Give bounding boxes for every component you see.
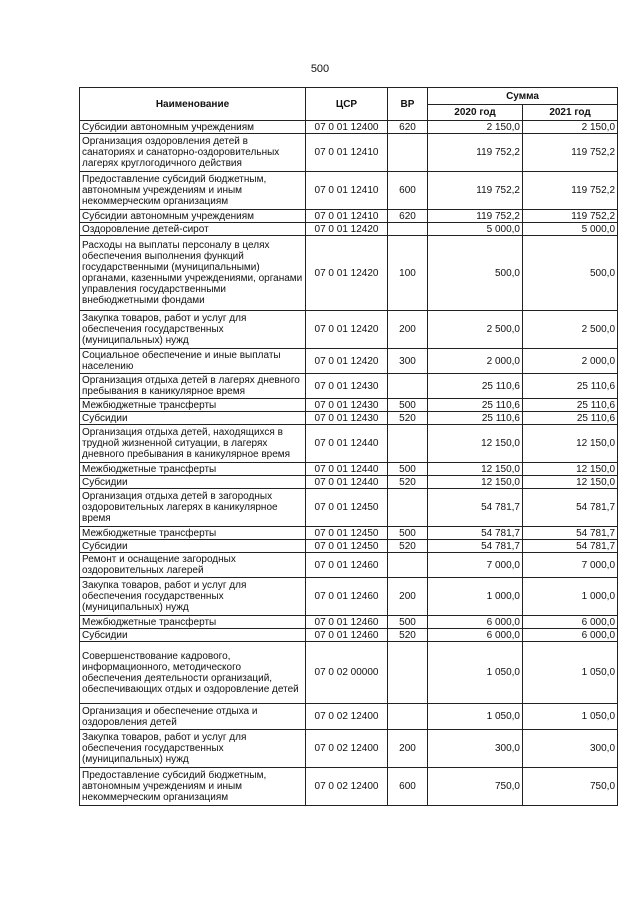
row-vr-cell: 620 [388,121,428,134]
row-2020-cell: 12 150,0 [428,463,523,476]
row-2021-cell: 12 150,0 [523,463,618,476]
row-vr-cell [388,223,428,236]
row-2021-cell: 54 781,7 [523,540,618,553]
row-2021-cell: 2 000,0 [523,349,618,374]
row-2021-cell: 1 000,0 [523,578,618,616]
row-vr-cell: 520 [388,412,428,425]
row-2020-cell: 54 781,7 [428,489,523,527]
table-row [80,730,618,768]
row-name-cell: Субсидии автономным учреждениям [80,121,306,134]
row-csr-cell: 07 0 01 12450 [306,489,388,527]
row-2021-cell: 2 150,0 [523,121,618,134]
row-csr-cell: 07 0 02 00000 [306,642,388,704]
row-name-cell: Организация отдыха детей в лагерях дневного пребывания в каникулярное время [80,374,306,399]
row-csr-cell: 07 0 01 12430 [306,412,388,425]
row-name-cell: Предоставление субсидий бюджетным, автономным учреждениям и иным некоммерческим организациям [80,172,306,210]
row-2020-cell: 2 150,0 [428,121,523,134]
table-row [80,463,618,476]
row-vr-cell: 500 [388,616,428,629]
row-vr-cell: 500 [388,463,428,476]
header-name: Наименование [80,88,306,121]
row-vr-cell: 200 [388,578,428,616]
row-2020-cell: 6 000,0 [428,629,523,642]
row-vr-cell [388,642,428,704]
row-2020-cell: 500,0 [428,236,523,311]
row-2021-cell: 119 752,2 [523,172,618,210]
row-csr-cell: 07 0 01 12450 [306,527,388,540]
row-csr-cell: 07 0 01 12400 [306,121,388,134]
row-csr-cell: 07 0 01 12460 [306,578,388,616]
row-csr-cell: 07 0 02 12400 [306,768,388,806]
row-2020-cell: 6 000,0 [428,616,523,629]
table-row [80,223,618,236]
row-name-cell: Межбюджетные трансферты [80,399,306,412]
table-row [80,642,618,704]
row-2020-cell: 54 781,7 [428,527,523,540]
row-csr-cell: 07 0 01 12430 [306,399,388,412]
table-row [80,134,618,172]
row-name-cell: Организация отдыха детей, находящихся в трудной жизненной ситуации, в лагерях дневного пребывания в каникулярное время [80,425,306,463]
row-csr-cell: 07 0 01 12420 [306,311,388,349]
row-vr-cell: 100 [388,236,428,311]
row-2021-cell: 5 000,0 [523,223,618,236]
row-csr-cell: 07 0 01 12460 [306,616,388,629]
row-csr-cell: 07 0 01 12420 [306,349,388,374]
row-csr-cell: 07 0 01 12450 [306,540,388,553]
row-vr-cell: 200 [388,730,428,768]
row-name-cell: Межбюджетные трансферты [80,463,306,476]
row-csr-cell: 07 0 01 12410 [306,210,388,223]
row-2020-cell: 12 150,0 [428,476,523,489]
table-row [80,578,618,616]
row-csr-cell: 07 0 01 12460 [306,629,388,642]
row-name-cell: Субсидии [80,476,306,489]
row-2021-cell: 2 500,0 [523,311,618,349]
row-2020-cell: 119 752,2 [428,134,523,172]
row-vr-cell [388,425,428,463]
table-row [80,476,618,489]
table-row [80,540,618,553]
row-csr-cell: 07 0 01 12430 [306,374,388,399]
row-csr-cell: 07 0 01 12410 [306,172,388,210]
row-2021-cell: 750,0 [523,768,618,806]
row-2021-cell: 12 150,0 [523,425,618,463]
table-row [80,616,618,629]
row-csr-cell: 07 0 01 12410 [306,134,388,172]
row-2021-cell: 54 781,7 [523,527,618,540]
row-2020-cell: 7 000,0 [428,553,523,578]
row-2021-cell: 25 110,6 [523,412,618,425]
row-2021-cell: 1 050,0 [523,704,618,730]
row-2021-cell: 12 150,0 [523,476,618,489]
row-csr-cell: 07 0 01 12420 [306,223,388,236]
row-2020-cell: 1 050,0 [428,642,523,704]
row-name-cell: Организация отдыха детей в загородных оздоровительных лагерях в каникулярное время [80,489,306,527]
table-row [80,210,618,223]
row-2020-cell: 119 752,2 [428,172,523,210]
row-name-cell: Предоставление субсидий бюджетным, автономным учреждениям и иным некоммерческим организациям [80,768,306,806]
row-name-cell: Расходы на выплаты персоналу в целях обеспечения выполнения функций государственными (муниципальными) органами, казенными учреждениями, органами управления государственными внебюджетными фондами [80,236,306,311]
row-2020-cell: 5 000,0 [428,223,523,236]
row-name-cell: Закупка товаров, работ и услуг для обеспечения государственных (муниципальных) нужд [80,311,306,349]
row-2021-cell: 500,0 [523,236,618,311]
table-body [80,121,618,806]
row-2020-cell: 12 150,0 [428,425,523,463]
row-2021-cell: 300,0 [523,730,618,768]
header-2020: 2020 год [428,105,523,121]
row-2020-cell: 25 110,6 [428,399,523,412]
row-2020-cell: 2 500,0 [428,311,523,349]
row-2021-cell: 54 781,7 [523,489,618,527]
row-2021-cell: 25 110,6 [523,374,618,399]
row-2020-cell: 750,0 [428,768,523,806]
row-csr-cell: 07 0 01 12440 [306,463,388,476]
page-number: 500 [310,63,330,75]
row-2020-cell: 300,0 [428,730,523,768]
table-row [80,527,618,540]
table-row [80,311,618,349]
row-vr-cell: 600 [388,768,428,806]
row-2021-cell: 1 050,0 [523,642,618,704]
table-row [80,399,618,412]
table-row [80,768,618,806]
table-row [80,704,618,730]
row-vr-cell [388,374,428,399]
row-2021-cell: 119 752,2 [523,134,618,172]
table-row [80,172,618,210]
row-name-cell: Организация и обеспечение отдыха и оздоровления детей [80,704,306,730]
row-2020-cell: 2 000,0 [428,349,523,374]
row-csr-cell: 07 0 01 12440 [306,425,388,463]
row-vr-cell: 520 [388,476,428,489]
row-vr-cell: 500 [388,527,428,540]
header-vr: ВР [388,88,428,121]
header-2021: 2021 год [523,105,618,121]
row-vr-cell: 200 [388,311,428,349]
row-vr-cell [388,704,428,730]
row-name-cell: Субсидии [80,629,306,642]
row-2021-cell: 7 000,0 [523,553,618,578]
table-row [80,412,618,425]
row-name-cell: Межбюджетные трансферты [80,527,306,540]
row-vr-cell [388,553,428,578]
row-vr-cell: 600 [388,172,428,210]
row-name-cell: Совершенствование кадрового, информационного, методического обеспечения деятельности организаций, обеспечивающих отдых и оздоровление детей [80,642,306,704]
row-name-cell: Межбюджетные трансферты [80,616,306,629]
header-sum: Сумма [428,88,618,105]
row-2020-cell: 1 000,0 [428,578,523,616]
row-vr-cell: 500 [388,399,428,412]
table-row [80,349,618,374]
row-name-cell: Ремонт и оснащение загородных оздоровительных лагерей [80,553,306,578]
budget-table [79,87,618,806]
row-csr-cell: 07 0 01 12440 [306,476,388,489]
row-name-cell: Субсидии [80,412,306,425]
row-2021-cell: 6 000,0 [523,616,618,629]
row-2020-cell: 119 752,2 [428,210,523,223]
row-2020-cell: 25 110,6 [428,374,523,399]
row-2020-cell: 1 050,0 [428,704,523,730]
row-vr-cell: 300 [388,349,428,374]
row-csr-cell: 07 0 01 12420 [306,236,388,311]
row-name-cell: Субсидии автономным учреждениям [80,210,306,223]
row-name-cell: Закупка товаров, работ и услуг для обеспечения государственных (муниципальных) нужд [80,730,306,768]
row-name-cell: Субсидии [80,540,306,553]
table-row [80,629,618,642]
row-vr-cell: 520 [388,540,428,553]
table-row [80,374,618,399]
row-vr-cell [388,489,428,527]
table-row [80,489,618,527]
row-vr-cell: 620 [388,210,428,223]
row-name-cell: Социальное обеспечение и иные выплаты населению [80,349,306,374]
header-csr: ЦСР [306,88,388,121]
row-vr-cell [388,134,428,172]
row-csr-cell: 07 0 02 12400 [306,704,388,730]
row-2020-cell: 25 110,6 [428,412,523,425]
row-name-cell: Закупка товаров, работ и услуг для обеспечения государственных (муниципальных) нужд [80,578,306,616]
row-csr-cell: 07 0 01 12460 [306,553,388,578]
row-name-cell: Оздоровление детей-сирот [80,223,306,236]
row-vr-cell: 520 [388,629,428,642]
table-row [80,236,618,311]
row-2021-cell: 119 752,2 [523,210,618,223]
row-2020-cell: 54 781,7 [428,540,523,553]
row-name-cell: Организация оздоровления детей в санаториях и санаторно-оздоровительных лагерях круглогодичного действия [80,134,306,172]
row-csr-cell: 07 0 02 12400 [306,730,388,768]
table-row [80,425,618,463]
row-2021-cell: 25 110,6 [523,399,618,412]
table-row [80,553,618,578]
row-2021-cell: 6 000,0 [523,629,618,642]
table-row [80,121,618,134]
